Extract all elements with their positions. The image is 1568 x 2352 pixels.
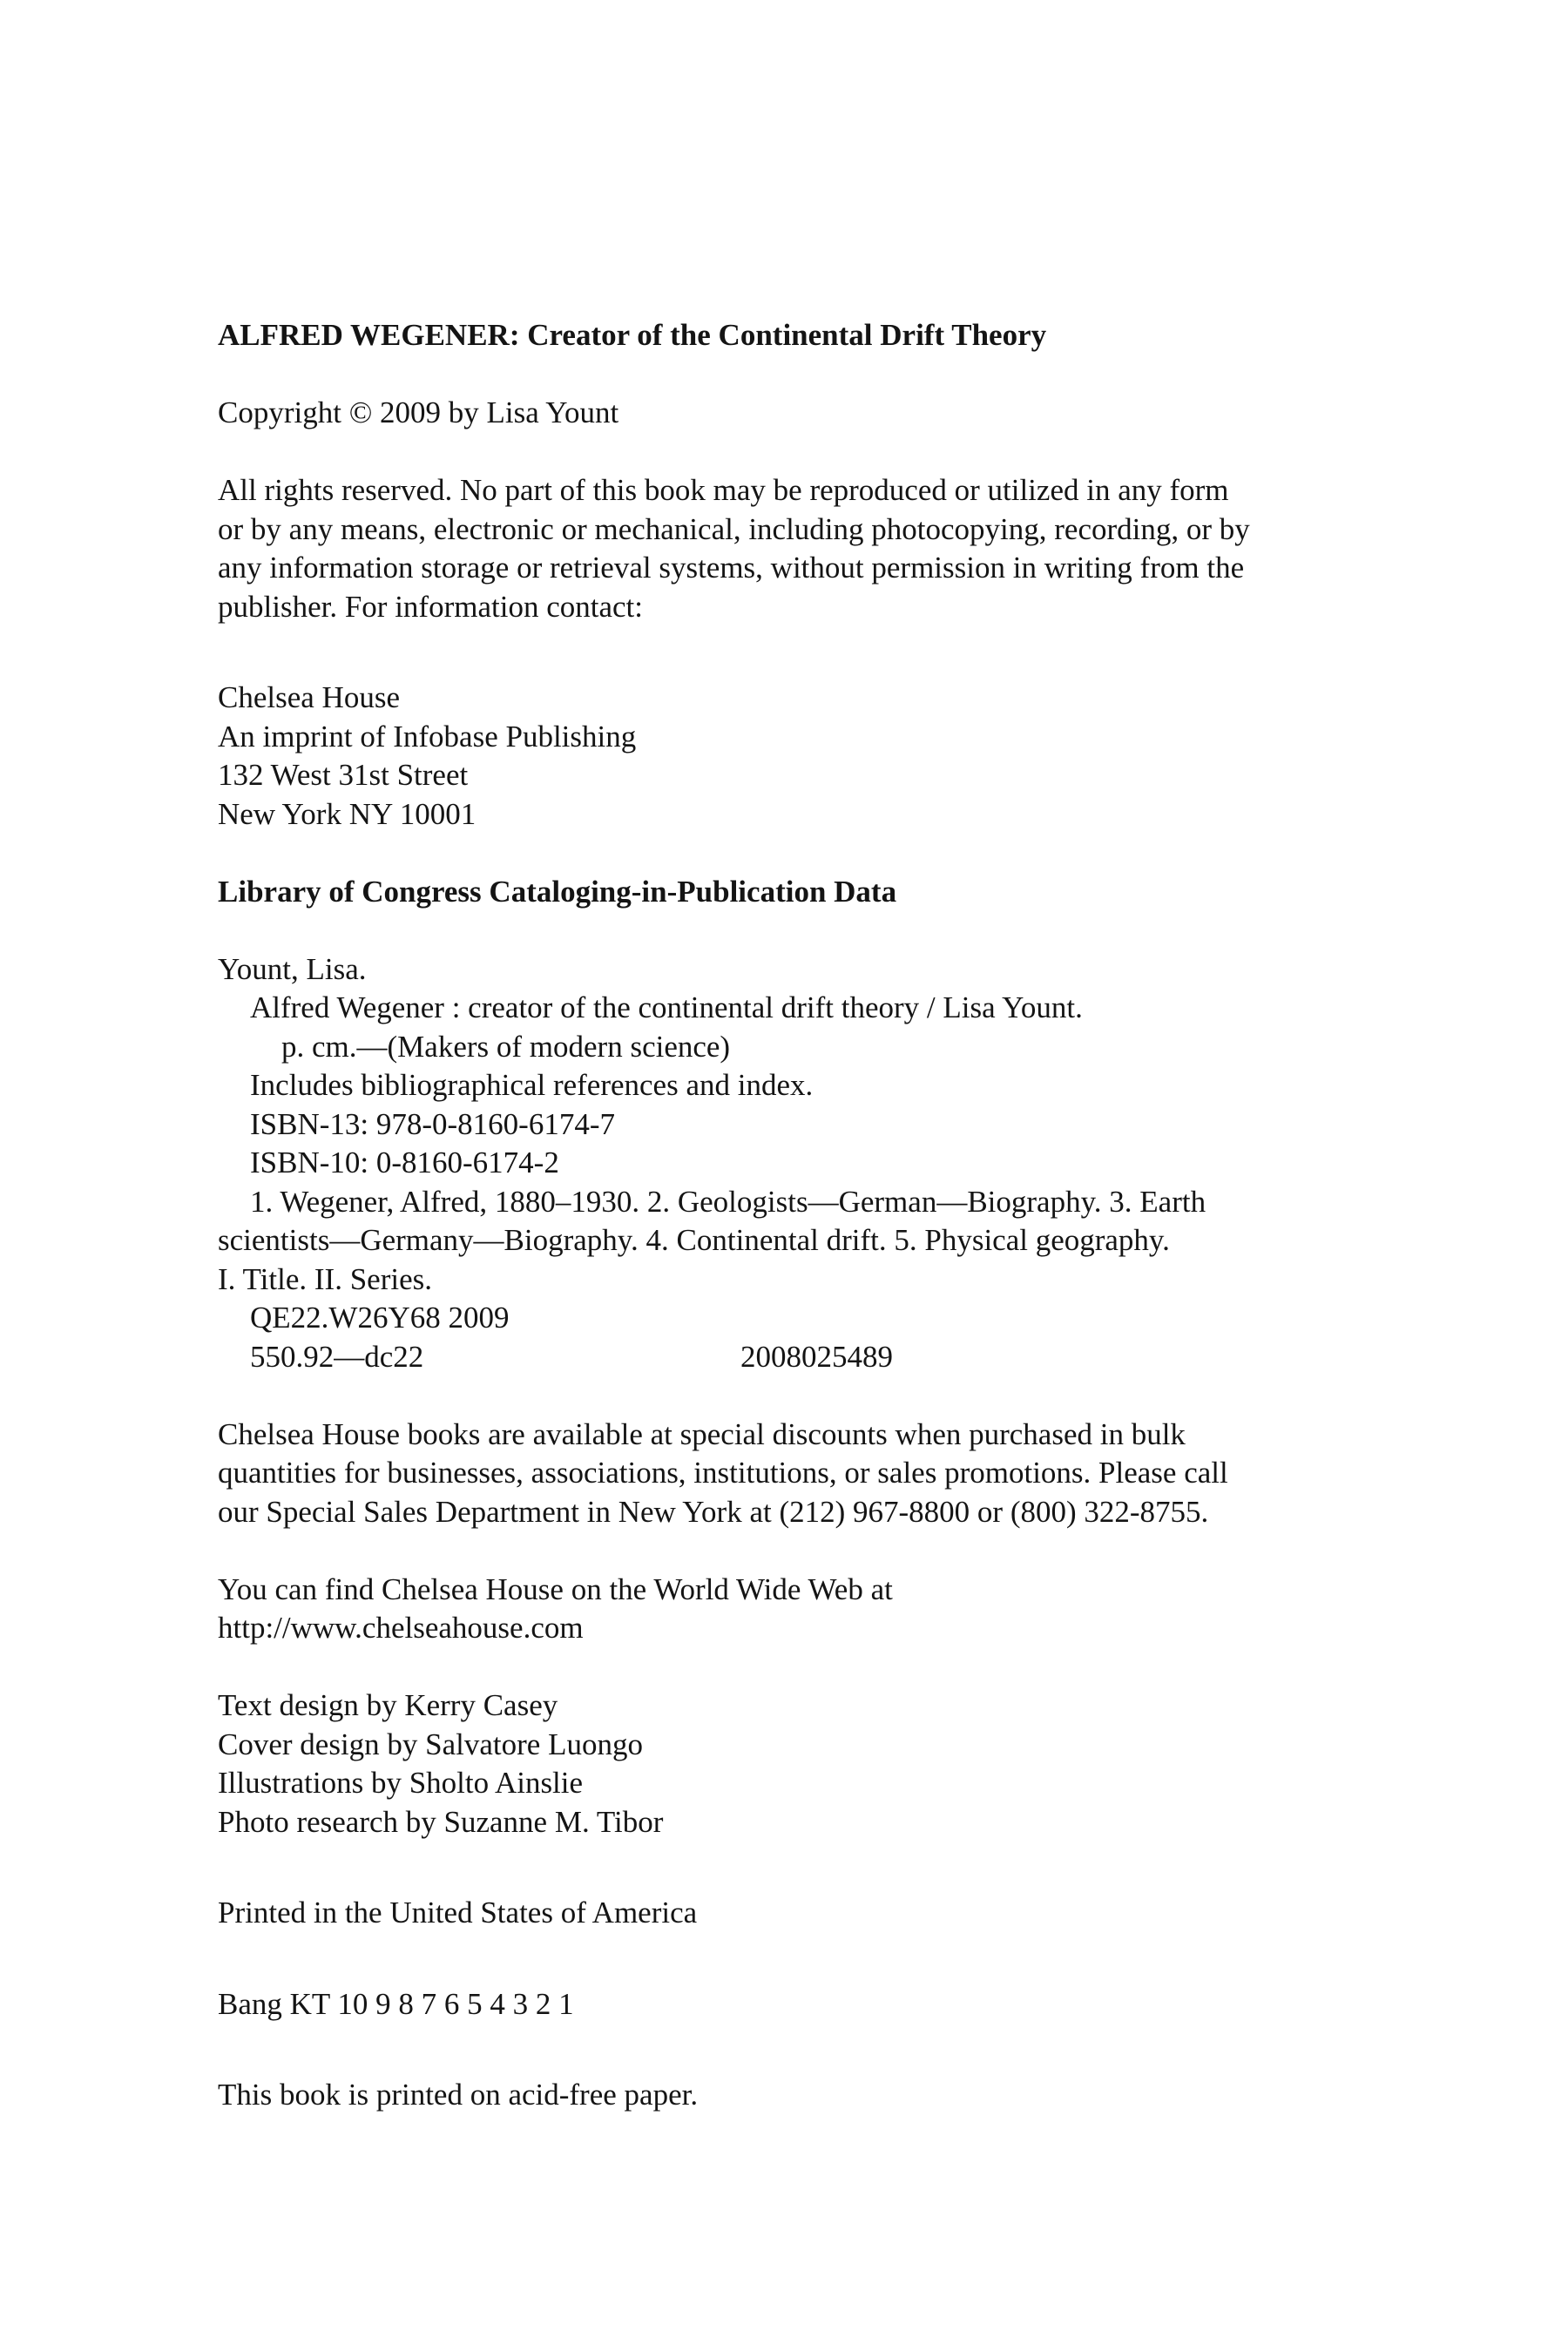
- credit-text-design: Text design by Kerry Casey: [218, 1688, 558, 1722]
- cip-title: Alfred Wegener : creator of the continental drift theory / Lisa Yount.: [250, 990, 1083, 1024]
- cip-author: Yount, Lisa.: [218, 951, 367, 986]
- cip-subjects: scientists—Germany—Biography. 4. Continental drift. 5. Physical geography.: [218, 1223, 1170, 1257]
- sales-paragraph: [218, 1416, 1437, 1532]
- sales-line: our Special Sales Department in New York at (212) 967-8800 or (800) 322-8755.: [218, 1494, 1209, 1529]
- credits-block: [218, 1686, 1437, 1842]
- cip-lccn: 2008025489: [740, 1339, 893, 1374]
- copyright-page: [218, 316, 1437, 2115]
- cip-subjects: I. Title. II. Series.: [218, 1261, 432, 1296]
- sales-line: quantities for businesses, associations, institutions, or sales promotions. Please call: [218, 1456, 1228, 1490]
- rights-line: All rights reserved. No part of this book may be reproduced or utilized in any form: [218, 473, 1229, 507]
- cip-dewey: 550.92—dc22: [250, 1339, 424, 1374]
- rights-line: or by any means, electronic or mechanical, including photocopying, recording, or by: [218, 511, 1250, 546]
- book-title: ALFRED WEGENER: Creator of the Continental Drift Theory: [218, 318, 1047, 352]
- rights-line: publisher. For information contact:: [218, 589, 643, 624]
- web-line: You can find Chelsea House on the World Wide Web at: [218, 1571, 893, 1606]
- cip-subjects: 1. Wegener, Alfred, 1880–1930. 2. Geologists—German—Biography. 3. Earth: [250, 1184, 1206, 1219]
- cip-block: [218, 950, 1437, 1377]
- cip-dewey-row: [218, 1338, 1437, 1377]
- publisher-name: Chelsea House: [218, 680, 400, 714]
- copyright-notice: Copyright © 2009 by Lisa Yount: [218, 395, 619, 429]
- publisher-street: 132 West 31st Street: [218, 758, 469, 792]
- cip-heading: Library of Congress Cataloging-in-Publication Data: [218, 874, 897, 909]
- web-paragraph: [218, 1571, 1437, 1648]
- printed-in: Printed in the United States of America: [218, 1896, 698, 1930]
- sales-line: Chelsea House books are available at special discounts when purchased in bulk: [218, 1416, 1186, 1451]
- rights-paragraph: [218, 471, 1437, 626]
- cip-isbn10: ISBN-10: 0-8160-6174-2: [250, 1146, 559, 1179]
- cip-bibliography: Includes bibliographical references and index.: [250, 1068, 814, 1102]
- publisher-address: [218, 679, 1437, 834]
- credit-illustrations: Illustrations by Sholto Ainslie: [218, 1766, 584, 1800]
- printing-line: Bang KT 10 9 8 7 6 5 4 3 2 1: [218, 1986, 574, 2021]
- publisher-imprint: An imprint of Infobase Publishing: [218, 719, 637, 754]
- cip-series: p. cm.—(Makers of modern science): [281, 1029, 731, 1064]
- cip-isbn13: ISBN-13: 978-0-8160-6174-7: [250, 1106, 615, 1141]
- publisher-city: New York NY 10001: [218, 796, 476, 831]
- cip-lc-class: QE22.W26Y68 2009: [250, 1301, 510, 1335]
- web-url: http://www.chelseahouse.com: [218, 1611, 584, 1645]
- credit-photo-research: Photo research by Suzanne M. Tibor: [218, 1804, 664, 1839]
- credit-cover-design: Cover design by Salvatore Luongo: [218, 1727, 643, 1761]
- paper-notice: This book is printed on acid-free paper.: [218, 2078, 699, 2112]
- rights-line: any information storage or retrieval systems, without permission in writing from the: [218, 551, 1245, 585]
